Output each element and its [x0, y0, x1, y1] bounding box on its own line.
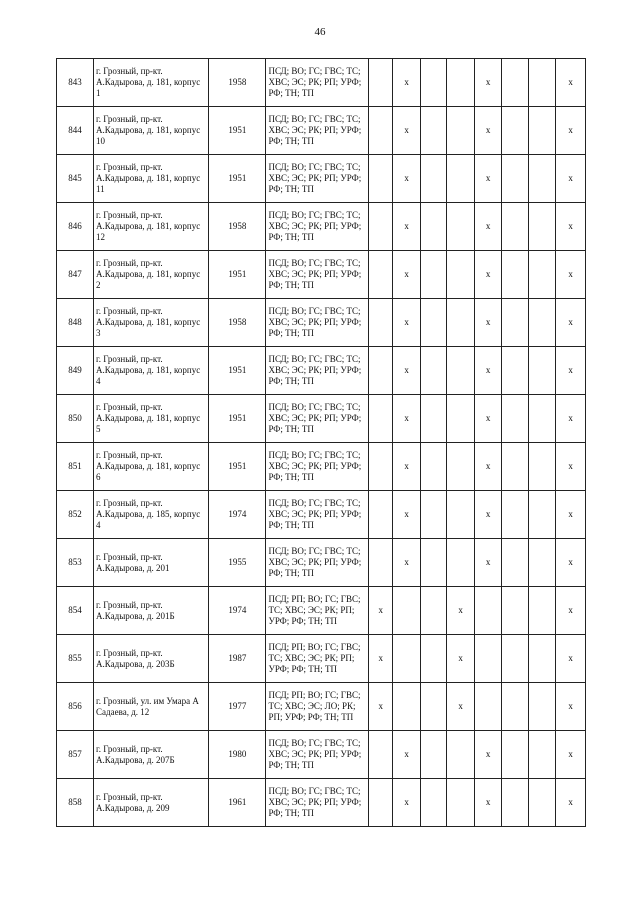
work-mark-cell	[420, 59, 446, 107]
address-cell: г. Грозный, пр-кт. А.Кадырова, д. 181, корпус 11	[94, 155, 209, 203]
work-mark-cell	[447, 203, 475, 251]
work-mark-cell	[420, 251, 446, 299]
address-cell: г. Грозный, пр-кт. А.Кадырова, д. 181, корпус 4	[94, 347, 209, 395]
work-mark-cell	[474, 683, 502, 731]
work-mark-cell	[502, 59, 528, 107]
work-mark-cell	[369, 491, 393, 539]
work-mark-cell	[528, 299, 556, 347]
work-mark-cell	[393, 683, 421, 731]
works-list-cell: ПСД; ВО; ГС; ГВС; ТС; ХВС; ЭС; РК; РП; УРФ; РФ; ТН; ТП	[266, 539, 369, 587]
address-cell: г. Грозный, пр-кт. А.Кадырова, д. 207Б	[94, 731, 209, 779]
work-mark-cell: х	[556, 347, 586, 395]
works-list-cell: ПСД; ВО; ГС; ГВС; ТС; ХВС; ЭС; РК; РП; УРФ; РФ; ТН; ТП	[266, 59, 369, 107]
work-mark-cell	[420, 395, 446, 443]
work-mark-cell	[528, 779, 556, 827]
row-number-cell: 857	[57, 731, 94, 779]
work-mark-cell	[502, 587, 528, 635]
work-mark-cell	[528, 539, 556, 587]
work-mark-cell	[447, 443, 475, 491]
year-cell: 1951	[209, 395, 266, 443]
work-mark-cell: х	[556, 491, 586, 539]
work-mark-cell	[369, 395, 393, 443]
work-mark-cell: х	[393, 299, 421, 347]
work-mark-cell: х	[393, 251, 421, 299]
table-row	[57, 347, 586, 395]
work-mark-cell	[369, 251, 393, 299]
work-mark-cell: х	[393, 59, 421, 107]
year-cell: 1958	[209, 299, 266, 347]
work-mark-cell: х	[474, 731, 502, 779]
work-mark-cell	[447, 491, 475, 539]
works-list-cell: ПСД; ВО; ГС; ГВС; ТС; ХВС; ЭС; РК; РП; УРФ; РФ; ТН; ТП	[266, 347, 369, 395]
works-list-cell: ПСД; ВО; ГС; ГВС; ТС; ХВС; ЭС; РК; РП; УРФ; РФ; ТН; ТП	[266, 107, 369, 155]
work-mark-cell: х	[556, 779, 586, 827]
work-mark-cell	[369, 443, 393, 491]
page-number: 46	[314, 26, 326, 38]
year-cell: 1951	[209, 347, 266, 395]
work-mark-cell: х	[369, 587, 393, 635]
address-cell: г. Грозный, пр-кт. А.Кадырова, д. 181, корпус 3	[94, 299, 209, 347]
work-mark-cell: х	[393, 395, 421, 443]
work-mark-cell	[369, 59, 393, 107]
work-mark-cell: х	[393, 443, 421, 491]
work-mark-cell	[447, 347, 475, 395]
work-mark-cell	[502, 155, 528, 203]
year-cell: 1951	[209, 155, 266, 203]
works-list-cell: ПСД; РП; ВО; ГС; ГВС; ТС; ХВС; ЭС; РК; РП; УРФ; РФ; ТН; ТП	[266, 635, 369, 683]
work-mark-cell	[502, 299, 528, 347]
works-list-cell: ПСД; ВО; ГС; ГВС; ТС; ХВС; ЭС; РК; РП; УРФ; РФ; ТН; ТП	[266, 731, 369, 779]
table-row	[57, 539, 586, 587]
year-cell: 1987	[209, 635, 266, 683]
work-mark-cell	[528, 347, 556, 395]
work-mark-cell: х	[556, 251, 586, 299]
works-list-cell: ПСД; ВО; ГС; ГВС; ТС; ХВС; ЭС; РК; РП; УРФ; РФ; ТН; ТП	[266, 395, 369, 443]
work-mark-cell: х	[393, 539, 421, 587]
work-mark-cell	[528, 635, 556, 683]
work-mark-cell: х	[474, 347, 502, 395]
row-number-cell: 846	[57, 203, 94, 251]
work-mark-cell	[420, 203, 446, 251]
year-cell: 1961	[209, 779, 266, 827]
work-mark-cell: х	[474, 107, 502, 155]
work-mark-cell	[528, 395, 556, 443]
table-row	[57, 155, 586, 203]
work-mark-cell: х	[393, 347, 421, 395]
work-mark-cell	[420, 443, 446, 491]
work-mark-cell: х	[474, 443, 502, 491]
address-cell: г. Грозный, пр-кт. А.Кадырова, д. 201	[94, 539, 209, 587]
work-mark-cell: х	[474, 203, 502, 251]
row-number-cell: 850	[57, 395, 94, 443]
work-mark-cell	[502, 491, 528, 539]
work-mark-cell	[369, 155, 393, 203]
work-mark-cell	[420, 155, 446, 203]
row-number-cell: 856	[57, 683, 94, 731]
works-list-cell: ПСД; ВО; ГС; ГВС; ТС; ХВС; ЭС; РК; РП; УРФ; РФ; ТН; ТП	[266, 203, 369, 251]
year-cell: 1951	[209, 107, 266, 155]
work-mark-cell	[528, 251, 556, 299]
work-mark-cell	[474, 587, 502, 635]
address-cell: г. Грозный, пр-кт. А.Кадырова, д. 201Б	[94, 587, 209, 635]
work-mark-cell	[528, 491, 556, 539]
work-mark-cell: х	[393, 107, 421, 155]
work-mark-cell: х	[474, 155, 502, 203]
work-mark-cell: х	[393, 491, 421, 539]
works-list-cell: ПСД; ВО; ГС; ГВС; ТС; ХВС; ЭС; РК; РП; УРФ; РФ; ТН; ТП	[266, 491, 369, 539]
works-list-cell: ПСД; ВО; ГС; ГВС; ТС; ХВС; ЭС; РК; РП; УРФ; РФ; ТН; ТП	[266, 155, 369, 203]
work-mark-cell	[420, 635, 446, 683]
work-mark-cell: х	[556, 299, 586, 347]
row-number-cell: 853	[57, 539, 94, 587]
table-row	[57, 203, 586, 251]
work-mark-cell	[502, 203, 528, 251]
work-mark-cell	[420, 539, 446, 587]
work-mark-cell	[502, 251, 528, 299]
work-mark-cell	[502, 683, 528, 731]
row-number-cell: 843	[57, 59, 94, 107]
work-mark-cell: х	[393, 731, 421, 779]
work-mark-cell: х	[556, 635, 586, 683]
works-list-cell: ПСД; ВО; ГС; ГВС; ТС; ХВС; ЭС; РК; РП; УРФ; РФ; ТН; ТП	[266, 779, 369, 827]
work-mark-cell: х	[369, 635, 393, 683]
work-mark-cell	[420, 491, 446, 539]
work-mark-cell: х	[556, 539, 586, 587]
work-mark-cell	[369, 107, 393, 155]
work-mark-cell	[420, 347, 446, 395]
address-cell: г. Грозный, пр-кт. А.Кадырова, д. 181, корпус 12	[94, 203, 209, 251]
row-number-cell: 852	[57, 491, 94, 539]
works-list-cell: ПСД; ВО; ГС; ГВС; ТС; ХВС; ЭС; РК; РП; УРФ; РФ; ТН; ТП	[266, 443, 369, 491]
work-mark-cell: х	[474, 491, 502, 539]
work-mark-cell: х	[556, 203, 586, 251]
work-mark-cell: х	[474, 779, 502, 827]
works-list-cell: ПСД; ВО; ГС; ГВС; ТС; ХВС; ЭС; РК; РП; УРФ; РФ; ТН; ТП	[266, 299, 369, 347]
address-cell: г. Грозный, пр-кт. А.Кадырова, д. 185, корпус 4	[94, 491, 209, 539]
work-mark-cell: х	[474, 251, 502, 299]
work-mark-cell	[528, 155, 556, 203]
work-mark-cell: х	[369, 683, 393, 731]
work-mark-cell: х	[474, 299, 502, 347]
table-row	[57, 779, 586, 827]
work-mark-cell	[447, 731, 475, 779]
address-cell: г. Грозный, пр-кт. А.Кадырова, д. 181, корпус 1	[94, 59, 209, 107]
table-row	[57, 443, 586, 491]
table-row	[57, 251, 586, 299]
work-mark-cell: х	[393, 155, 421, 203]
work-mark-cell: х	[556, 683, 586, 731]
year-cell: 1958	[209, 59, 266, 107]
work-mark-cell	[420, 779, 446, 827]
work-mark-cell	[420, 683, 446, 731]
year-cell: 1980	[209, 731, 266, 779]
work-mark-cell	[447, 59, 475, 107]
address-cell: г. Грозный, ул. им Умара А Садаева, д. 12	[94, 683, 209, 731]
address-cell: г. Грозный, пр-кт. А.Кадырова, д. 181, корпус 6	[94, 443, 209, 491]
year-cell: 1955	[209, 539, 266, 587]
address-cell: г. Грозный, пр-кт. А.Кадырова, д. 203Б	[94, 635, 209, 683]
table-row	[57, 395, 586, 443]
work-mark-cell: х	[393, 203, 421, 251]
work-mark-cell	[369, 779, 393, 827]
works-list-cell: ПСД; РП; ВО; ГС; ГВС; ТС; ХВС; ЭС; РК; РП; УРФ; РФ; ТН; ТП	[266, 587, 369, 635]
work-mark-cell	[420, 107, 446, 155]
address-cell: г. Грозный, пр-кт. А.Кадырова, д. 209	[94, 779, 209, 827]
row-number-cell: 855	[57, 635, 94, 683]
work-mark-cell: х	[393, 779, 421, 827]
work-mark-cell	[528, 203, 556, 251]
work-mark-cell	[528, 683, 556, 731]
table-row	[57, 587, 586, 635]
work-mark-cell	[447, 539, 475, 587]
work-mark-cell: х	[447, 587, 475, 635]
work-mark-cell	[502, 347, 528, 395]
row-number-cell: 851	[57, 443, 94, 491]
work-mark-cell	[447, 779, 475, 827]
work-mark-cell	[502, 107, 528, 155]
work-mark-cell	[502, 395, 528, 443]
year-cell: 1974	[209, 491, 266, 539]
work-mark-cell: х	[474, 395, 502, 443]
work-mark-cell: х	[474, 59, 502, 107]
work-mark-cell	[502, 443, 528, 491]
work-mark-cell	[528, 107, 556, 155]
row-number-cell: 848	[57, 299, 94, 347]
table-row	[57, 59, 586, 107]
work-mark-cell	[502, 779, 528, 827]
work-mark-cell	[474, 635, 502, 683]
work-mark-cell	[502, 731, 528, 779]
work-mark-cell	[528, 587, 556, 635]
work-mark-cell	[447, 251, 475, 299]
year-cell: 1958	[209, 203, 266, 251]
row-number-cell: 844	[57, 107, 94, 155]
work-mark-cell	[502, 539, 528, 587]
row-number-cell: 849	[57, 347, 94, 395]
work-mark-cell	[447, 155, 475, 203]
work-mark-cell	[420, 731, 446, 779]
work-mark-cell	[528, 59, 556, 107]
work-mark-cell: х	[556, 155, 586, 203]
work-mark-cell	[447, 395, 475, 443]
work-mark-cell	[369, 731, 393, 779]
work-mark-cell	[528, 443, 556, 491]
year-cell: 1951	[209, 443, 266, 491]
work-mark-cell	[369, 299, 393, 347]
work-mark-cell	[420, 299, 446, 347]
row-number-cell: 845	[57, 155, 94, 203]
work-mark-cell: х	[556, 443, 586, 491]
address-cell: г. Грозный, пр-кт. А.Кадырова, д. 181, корпус 5	[94, 395, 209, 443]
work-mark-cell	[528, 731, 556, 779]
table-row	[57, 635, 586, 683]
work-mark-cell	[393, 635, 421, 683]
table-row	[57, 299, 586, 347]
work-mark-cell: х	[447, 635, 475, 683]
work-mark-cell: х	[556, 395, 586, 443]
row-number-cell: 854	[57, 587, 94, 635]
table-row	[57, 731, 586, 779]
building-registry-table	[56, 58, 586, 827]
row-number-cell: 858	[57, 779, 94, 827]
year-cell: 1977	[209, 683, 266, 731]
table-row	[57, 683, 586, 731]
table-row	[57, 107, 586, 155]
year-cell: 1951	[209, 251, 266, 299]
work-mark-cell	[393, 587, 421, 635]
work-mark-cell	[447, 299, 475, 347]
work-mark-cell: х	[447, 683, 475, 731]
work-mark-cell	[369, 539, 393, 587]
work-mark-cell: х	[556, 59, 586, 107]
work-mark-cell	[447, 107, 475, 155]
work-mark-cell: х	[556, 731, 586, 779]
address-cell: г. Грозный, пр-кт. А.Кадырова, д. 181, корпус 2	[94, 251, 209, 299]
address-cell: г. Грозный, пр-кт. А.Кадырова, д. 181, корпус 10	[94, 107, 209, 155]
work-mark-cell: х	[556, 107, 586, 155]
work-mark-cell	[420, 587, 446, 635]
work-mark-cell	[502, 635, 528, 683]
work-mark-cell	[369, 203, 393, 251]
row-number-cell: 847	[57, 251, 94, 299]
works-list-cell: ПСД; ВО; ГС; ГВС; ТС; ХВС; ЭС; РК; РП; УРФ; РФ; ТН; ТП	[266, 251, 369, 299]
work-mark-cell: х	[556, 587, 586, 635]
year-cell: 1974	[209, 587, 266, 635]
works-list-cell: ПСД; РП; ВО; ГС; ГВС; ТС; ХВС; ЭС; ЛО; РК; РП; УРФ; РФ; ТН; ТП	[266, 683, 369, 731]
work-mark-cell: х	[474, 539, 502, 587]
table-row	[57, 491, 586, 539]
work-mark-cell	[369, 347, 393, 395]
